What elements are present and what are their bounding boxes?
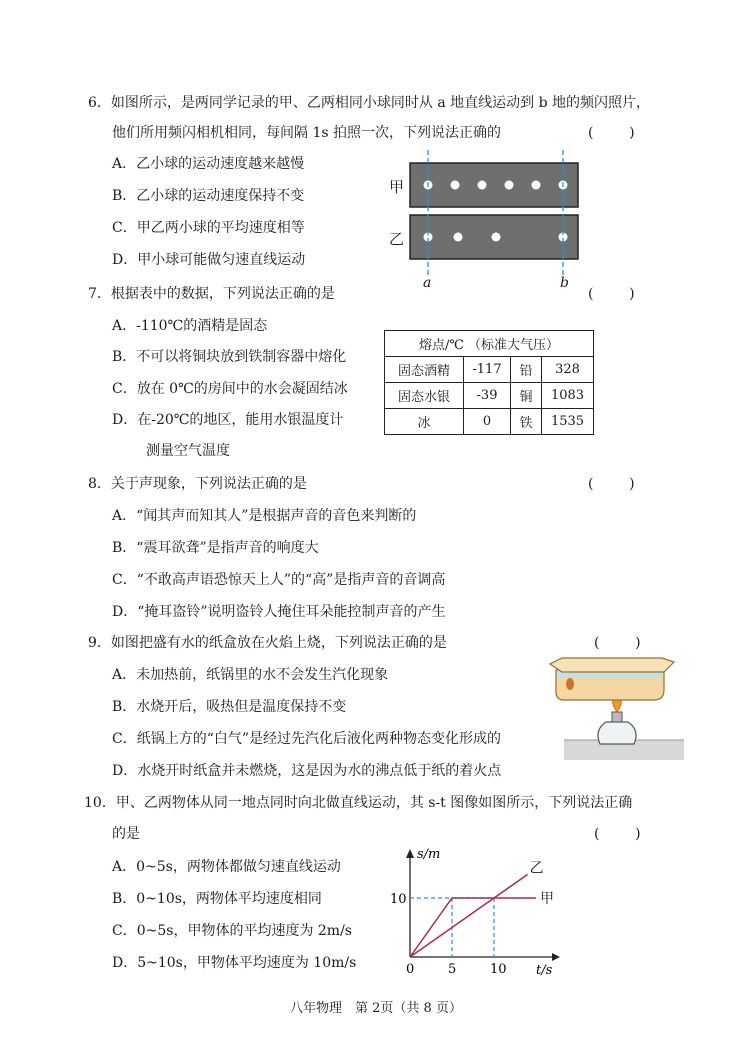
- q7-option-c: C．放在 0℃的房间中的水会凝固结冰: [112, 381, 348, 397]
- q8-answer-blank[interactable]: ( ): [588, 476, 635, 492]
- q6-option-b: B．乙小球的运动速度保持不变: [112, 188, 305, 204]
- q9-stem: 9．如图把盛有水的纸盒放在火焰上烧，下列说法正确的是: [88, 635, 447, 651]
- table-header: 熔点/℃ （标准大气压）: [385, 331, 594, 357]
- x-tick-label: 10: [490, 962, 507, 977]
- series-line-yi: [410, 874, 528, 957]
- q10-answer-blank[interactable]: ( ): [594, 826, 641, 842]
- table-row: 冰 0 铁 1535: [385, 409, 594, 435]
- q8-stem: 8．关于声现象，下列说法正确的是: [88, 476, 307, 492]
- q6-line1: 6．如图所示，是两同学记录的甲、乙两相同小球同时从 a 地直线运动到 b 地的频闪照片，: [88, 95, 651, 111]
- lamp-body: [598, 722, 636, 744]
- paper-box-flap: [550, 658, 674, 672]
- paper-box: [556, 670, 664, 700]
- q8-option-d: D．“掩耳盗铃”说明盗铃人掩住耳朵能控制声音的产生: [112, 604, 446, 620]
- q9-option-c: C．纸锅上方的“白气”是经过先汽化后液化两种物态变化形成的: [112, 731, 502, 747]
- x-axis-label: t/s: [536, 963, 553, 978]
- strip-jia: [410, 163, 578, 207]
- ball-yi: [424, 233, 433, 242]
- y-axis-arrow: [406, 849, 414, 858]
- q7-option-a: A．-110℃的酒精是固态: [112, 318, 268, 334]
- q9-option-b: B．水烧开后，吸热但是温度保持不变: [112, 699, 347, 715]
- table-surface: [564, 740, 684, 760]
- x-axis-arrow: [552, 953, 560, 961]
- label-a: a: [423, 275, 432, 291]
- water: [558, 670, 662, 678]
- table-row: 固态水银 -39 铜 1083: [385, 383, 594, 409]
- q6-option-c: C．甲乙两小球的平均速度相等: [112, 220, 305, 236]
- series-label: 乙: [529, 860, 544, 877]
- q10-line1: 10．甲、乙两物体从同一地点同时向北做直线运动，其 s-t 图像如图所示，下列说法正确: [84, 795, 633, 811]
- ball-yi: [559, 233, 568, 242]
- page-footer: 八年物理 第 2页（共 8 页）: [290, 1001, 462, 1016]
- q9-option-d: D．水烧开时纸盒并未燃烧，这是因为水的沸点低于纸的着火点: [112, 763, 502, 779]
- lamp-neck: [612, 712, 622, 722]
- series-line-jia: [410, 898, 536, 957]
- q6-option-d: D．甲小球可能做匀速直线运动: [112, 252, 306, 268]
- q10-option-b: B．0~10s，两物体平均速度相同: [112, 891, 322, 907]
- ball-yi: [492, 233, 501, 242]
- ball-jia: [478, 181, 487, 190]
- ball-jia: [532, 181, 541, 190]
- q10-option-c: C．0~5s，甲物体的平均速度为 2m/s: [112, 923, 352, 939]
- q10-option-a: A．0~5s，两物体都做匀速直线运动: [112, 859, 341, 875]
- x-tick-label: 0: [406, 962, 415, 977]
- q7-stem: 7．根据表中的数据，下列说法正确的是: [88, 286, 335, 302]
- ball-jia: [451, 181, 460, 190]
- x-tick-label: 5: [448, 962, 457, 977]
- flame: [613, 686, 622, 712]
- q8-option-c: C．“不敢高声语恐惊天上人”的“高”是指声音的音调高: [112, 572, 446, 588]
- q6-option-a: A．乙小球的运动速度越来越慢: [112, 156, 305, 172]
- q10-option-d: D．5~10s，甲物体平均速度为 10m/s: [112, 955, 357, 971]
- label-yi: 乙: [389, 230, 405, 248]
- melting-point-table: [384, 330, 594, 435]
- q7-answer-blank[interactable]: ( ): [588, 286, 635, 302]
- q7-option-d: D．在-20℃的地区，能用水银温度计: [112, 412, 344, 428]
- q7-option-b: B．不可以将铜块放到铁制容器中熔化: [112, 349, 347, 365]
- series-label: 甲: [540, 891, 554, 907]
- q9-option-a: A．未加热前，纸锅里的水不会发生汽化现象: [112, 667, 389, 683]
- ball-yi: [454, 233, 463, 242]
- y-axis-label: s/m: [417, 847, 441, 862]
- label-b: b: [560, 275, 569, 291]
- strip-yi: [410, 215, 578, 259]
- ball-jia: [505, 181, 514, 190]
- box-hole: [566, 678, 574, 690]
- q6-answer-blank[interactable]: ( ): [588, 125, 635, 141]
- table-row: 固态酒精 -117 铅 328: [385, 357, 594, 383]
- label-jia: 甲: [389, 178, 405, 196]
- q9-answer-blank[interactable]: ( ): [594, 635, 641, 651]
- q7-option-d-cont: 测量空气温度: [146, 443, 230, 459]
- ball-jia: [424, 181, 433, 190]
- q10-line2: 的是: [112, 826, 140, 842]
- q8-option-a: A．“闻其声而知其人”是根据声音的音色来判断的: [112, 508, 417, 524]
- q8-option-b: B．“震耳欲聋”是指声音的响度大: [112, 540, 319, 556]
- q6-line2: 他们所用频闪相机相同，每间隔 1s 拍照一次，下列说法正确的: [112, 125, 501, 141]
- y-tick-label: 10: [390, 892, 407, 907]
- ball-jia: [559, 181, 568, 190]
